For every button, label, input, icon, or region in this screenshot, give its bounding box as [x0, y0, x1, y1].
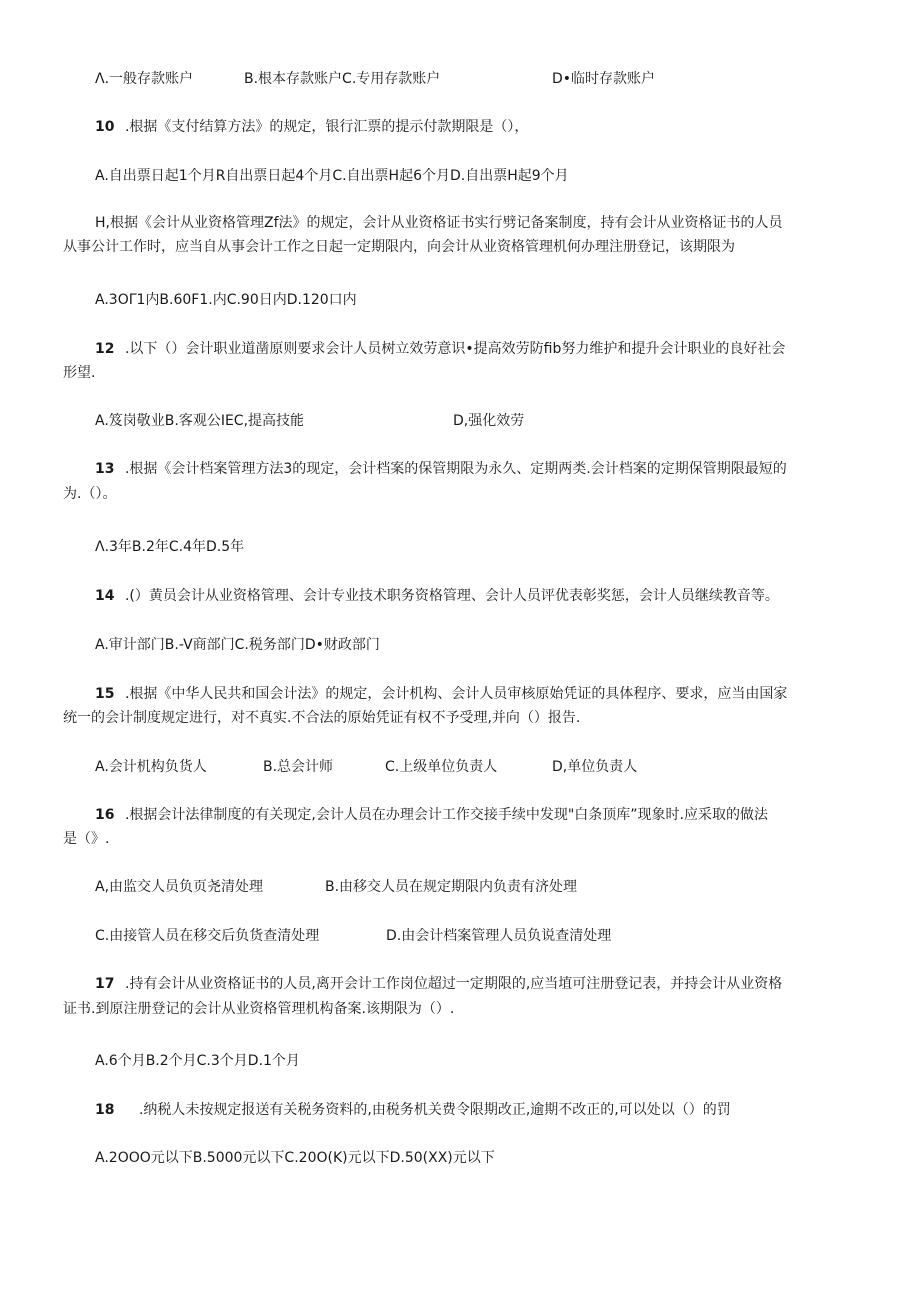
q11-line-2: 从事公计工作时，应当自从事会计工作之日起一定期限内，向会计从业资格管理机何办理注册登记，该期限为 — [63, 239, 735, 255]
q10-number: 10 — [95, 119, 115, 135]
q11-line-1: H,根据《会计从业资格管理Zf法》的规定，会计从业资格证书实行劈记备案制度，持有会计从业资格证书的人员 — [95, 215, 783, 231]
q10-question — [95, 115, 895, 139]
q13-line-1: .根据《会计档案管理方法3的现定，会计档案的保管期限为永久、定期两类.会计档案的定期保管期限最短的 — [124, 461, 787, 477]
q15-line-2: 统一的会计制度规定进行，对不真实.不合法的原始凭证有权不予受理,并向（）报告. — [63, 710, 581, 726]
q13-options: Λ.3年B.2年C.4年D.5年 — [95, 539, 245, 555]
q18-number: 18 — [95, 1102, 115, 1118]
q12-options-abc: A.笈岗敬业B.客观公IEC,提高技能 — [95, 413, 305, 429]
q18-question — [95, 1098, 895, 1122]
q15-option-c: C.上级单位负责人 — [385, 759, 498, 775]
q18-options: A.2OOO元以下B.5000元以下C.20O(K)元以下D.50(XX)元以下 — [95, 1150, 495, 1166]
q9-option-bc: B.根本存款账户C.专用存款账户 — [244, 71, 441, 87]
q14-number: 14 — [95, 588, 115, 604]
q12-question — [95, 337, 895, 361]
q17-question — [95, 972, 895, 996]
q12-line-1: .以下（）会计职业道凿原则要求会计人员树立效劳意识•提高效劳防fib努力维护和提升会计职业的良好社会 — [124, 341, 786, 357]
q16-question — [95, 803, 895, 827]
q14-options: A.审计部门B.-V商部门C.税务部门D•财政部门 — [95, 637, 380, 653]
q14-text: .(）黄员会计从业资格管理、会计专业技术职务资格管理、会计人员评优表彰奖惩，会计人员继续教音等。 — [124, 588, 779, 604]
q14-question — [95, 584, 895, 608]
q18-text: .纳税人未按规定报送有关税务资料的,由税务机关费令限期改正,逾期不改正的,可以处以（）的罚 — [138, 1102, 731, 1118]
q16-line-1: .根据会计法律制度的有关现定,会计人员在办理会计工作交接手续中发现"白条顶库”现象时.应采取的做法 — [124, 807, 768, 823]
q10-text: .根据《支付结算方法》的规定，银行汇票的提示付款期限是（）， — [124, 119, 529, 135]
q12-line-2: 形望. — [63, 365, 96, 381]
q9-option-a: Λ.一般存款账户 — [95, 71, 194, 87]
q16-number: 16 — [95, 807, 115, 823]
q11-options: A.3OΓ1内B.60F1.内C.90日内D.120口内 — [95, 292, 357, 308]
q10-options: A.自出票日起1个月R自出票日起4个月C.自出票H起6个月D.自出票H起9个月 — [95, 168, 569, 184]
q16-line-2: 是（》. — [63, 831, 110, 847]
q16-option-d: D.由会计档案管理人员负说查清处理 — [386, 928, 612, 944]
q15-line-1: .根据《中华人民共和国会计法》的规定，会计机构、会计人员审核原始凭证的具体程序、要求，应当由国家 — [124, 686, 788, 702]
q15-option-b: B.总会计师 — [263, 759, 334, 775]
q17-options: A.6个月B.2个月C.3个月D.1个月 — [95, 1053, 300, 1069]
q13-number: 13 — [95, 461, 115, 477]
q16-option-a: A,由监交人员负页尧清处理 — [95, 879, 264, 895]
q17-number: 17 — [95, 976, 115, 992]
q15-option-a: A.会计机构负货人 — [95, 759, 207, 775]
q13-line-2: 为.（）。 — [63, 486, 117, 502]
q16-option-c: C.由接管人员在移交后负货查清处理 — [95, 928, 320, 944]
q17-line-2: 证书.到原注册登记的会计从业资格管理机构备案.该期限为（）. — [63, 1001, 455, 1017]
q17-line-1: .持有会计从业资格证书的人员,离开会计工作岗位超过一定期限的,应当埴可注册登记表，并持会计从业资格 — [124, 976, 783, 992]
q13-question — [95, 457, 895, 481]
q12-option-d: D,强化效劳 — [453, 413, 525, 429]
q9-option-d: D•临时存款账户 — [552, 71, 656, 87]
q12-number: 12 — [95, 341, 115, 357]
q16-option-b: B.由移交人员在规定期限内负责有济处理 — [325, 879, 578, 895]
q15-question — [95, 682, 895, 706]
q15-option-d: D,单位负责人 — [552, 759, 638, 775]
q15-number: 15 — [95, 686, 115, 702]
